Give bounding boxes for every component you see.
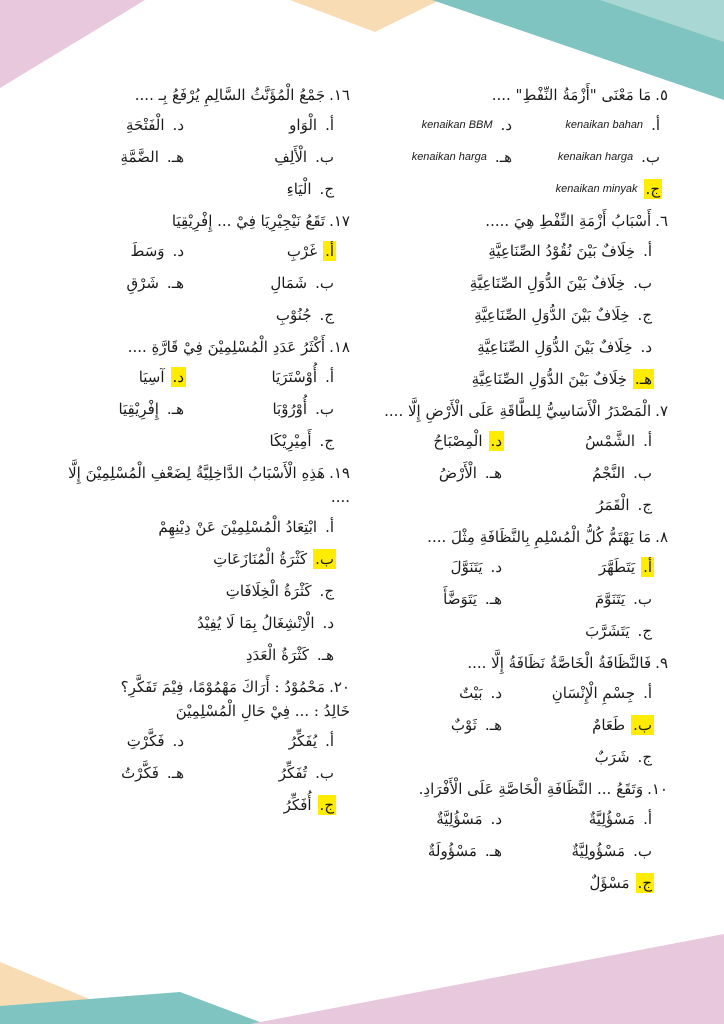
- option-text: الْأَرْضُ: [438, 464, 477, 482]
- option-letter: أ.: [325, 116, 334, 134]
- answer-option[interactable]: [36, 399, 186, 419]
- highlighted-answer-letter: هـ.: [634, 370, 652, 388]
- option-text: غَرْبِ: [286, 242, 318, 260]
- option-row: [338, 746, 668, 768]
- option-row: [32, 612, 350, 634]
- option-text: أَمِيْرِيْكَا: [269, 432, 312, 450]
- highlighted-answer-letter: د.: [172, 368, 184, 386]
- answer-option[interactable]: [354, 463, 504, 483]
- question-stem: فَالنَّظَافَةُ الْخَاصَّةُ نَظَافَةُ إِلَّا ....: [467, 654, 652, 672]
- option-row: [32, 730, 350, 752]
- answer-option[interactable]: [470, 273, 668, 293]
- option-text: طَعَامٌ: [592, 716, 626, 734]
- option-letter: ج.: [319, 180, 334, 198]
- question-text: [32, 84, 350, 106]
- answer-option[interactable]: [364, 147, 514, 167]
- answer-option[interactable]: [354, 841, 504, 861]
- option-row: [338, 682, 668, 704]
- answer-option[interactable]: [477, 337, 668, 357]
- option-letter: أ.: [643, 684, 652, 702]
- option-letter: هـ.: [484, 590, 502, 608]
- option-letter: ج.: [637, 306, 652, 324]
- question-number: ١٨.: [329, 338, 350, 356]
- question-stem: أَسْبَابُ أَزْمَةِ النِّفْطِ هِيَ .....: [485, 212, 652, 230]
- option-text: جِسْمِ الْإِنْسَانِ: [551, 684, 636, 702]
- answer-option[interactable]: [354, 715, 504, 735]
- question-block: [338, 778, 668, 894]
- question-continuation: خَالِدُ : ... فِيْ حَالِ الْمُسْلِمِيْنَ: [175, 702, 350, 720]
- answer-option[interactable]: [504, 589, 668, 609]
- option-row: [338, 146, 668, 168]
- highlighted-answer-letter: ب.: [315, 550, 334, 568]
- option-row: [338, 462, 668, 484]
- option-text: kenaikan harga: [557, 151, 634, 163]
- answer-option[interactable]: [36, 763, 186, 783]
- option-row: [338, 588, 668, 610]
- option-letter: د.: [640, 338, 652, 356]
- question-text: [32, 336, 350, 358]
- highlighted-answer-letter: أ.: [325, 242, 334, 260]
- option-letter: ب.: [633, 590, 652, 608]
- answer-option[interactable]: [226, 581, 350, 601]
- option-row: [32, 762, 350, 784]
- option-row: [338, 620, 668, 642]
- option-letter: أ.: [325, 518, 334, 536]
- option-letter: أ.: [325, 732, 334, 750]
- option-text: خِلَافٌ بَيْنَ الدُّوَلِ الصِّنَاعِيَّةِ: [469, 274, 626, 292]
- question-stem: هَذِهِ الْأَسْبَابُ الدَّاخِلِيَّةُ لِضَعْفِ الْمُسْلِمِيْنَ إِلَّا: [68, 464, 326, 482]
- option-row: [32, 430, 350, 452]
- option-letter: ب.: [315, 400, 334, 418]
- option-text: خِلَافٌ بَيْنَ الدُّوَلِ الصِّنَاعِيَّةِ: [471, 370, 627, 388]
- question-stem: جَمْعُ الْمُؤَنَّثُ السَّالِمِ يُرْفَعُ بِـ ....: [134, 86, 326, 104]
- question-stem: وَتَقَعُ ... النَّظَافَةِ الْخَاصَّةِ عَلَى الْأَفْرَادِ.: [418, 780, 644, 798]
- answer-option[interactable]: [246, 645, 350, 665]
- answer-option[interactable]: [472, 369, 668, 389]
- option-row: [338, 714, 668, 736]
- option-text: إِفْرِيْقِيَا: [118, 400, 159, 418]
- option-text: أُوْرُوْبَا: [272, 400, 308, 418]
- option-row: [32, 516, 350, 538]
- question-stem: مَا يَهْتَمُّ كُلُّ الْمُسْلِمِ بِالنَّظَافَةِ مِثْلَ ....: [427, 528, 652, 546]
- answer-option[interactable]: [504, 431, 668, 451]
- answer-option[interactable]: [186, 795, 350, 815]
- option-letter: ب.: [633, 464, 652, 482]
- option-letter: هـ.: [166, 148, 184, 166]
- answer-option[interactable]: [354, 557, 504, 577]
- option-text: بَيْتٌ: [459, 684, 483, 702]
- question-text: [338, 210, 668, 232]
- option-text: كَثْرَةُ الْمُنَازَعَاتِ: [213, 550, 308, 568]
- answer-option[interactable]: [36, 241, 186, 261]
- question-number: ٦.: [655, 212, 668, 230]
- question-stem: الْمَصْدَرُ الْأَسَاسِيُّ لِلطَّاقَةِ عَلَى الْأَرْضِ إِلَّا ....: [384, 402, 652, 420]
- option-text: أُوْسْتَرَيَا: [271, 368, 318, 386]
- option-letter: هـ.: [484, 716, 502, 734]
- question-block: [338, 400, 668, 516]
- question-number: ٧.: [655, 402, 668, 420]
- option-text: الضَّمَّةِ: [120, 148, 159, 166]
- option-text: خِلَافٌ بَيْنَ الدُّوَلِ الصِّنَاعِيَّةِ: [477, 338, 633, 356]
- highlighted-answer-letter: ج.: [319, 796, 334, 814]
- option-letter: ج.: [319, 582, 334, 600]
- highlighted-answer-letter: ب.: [633, 716, 652, 734]
- option-letter: د.: [172, 242, 184, 260]
- option-letter: ج.: [319, 432, 334, 450]
- option-letter: د.: [500, 116, 512, 134]
- answer-option[interactable]: [504, 495, 668, 515]
- answer-option[interactable]: [354, 431, 504, 451]
- answer-option[interactable]: [186, 431, 350, 451]
- answer-option[interactable]: [504, 557, 668, 577]
- option-letter: هـ.: [484, 842, 502, 860]
- option-text: وَسَطَ: [130, 242, 165, 260]
- option-text: الْيَاءِ: [286, 180, 312, 198]
- answer-option[interactable]: [186, 147, 350, 167]
- option-row: [32, 366, 350, 388]
- question-number: ٥.: [655, 86, 668, 104]
- answer-option[interactable]: [504, 683, 668, 703]
- highlighted-answer-letter: د.: [490, 432, 502, 450]
- answer-option[interactable]: [186, 305, 350, 325]
- answer-option[interactable]: [474, 305, 668, 325]
- option-row: [32, 398, 350, 420]
- answer-option[interactable]: [186, 241, 350, 261]
- option-row: [338, 114, 668, 136]
- option-row: [32, 548, 350, 570]
- answer-option[interactable]: [504, 873, 668, 893]
- question-stem: أَكْثَرُ عَدَدِ الْمُسْلِمِيْنَ فِيْ قَارَّةِ ....: [127, 338, 326, 356]
- answer-option[interactable]: [36, 147, 186, 167]
- answer-option[interactable]: [186, 399, 350, 419]
- option-row: [338, 556, 668, 578]
- option-letter: د.: [172, 732, 184, 750]
- option-row: [338, 178, 668, 200]
- option-text: شَمَالِ: [270, 274, 308, 292]
- option-row: [338, 304, 668, 326]
- question-number: ٩.: [655, 654, 668, 672]
- option-letter: ب.: [633, 842, 652, 860]
- option-letter: هـ.: [316, 646, 334, 664]
- right-question-column: [338, 84, 668, 904]
- question-number: ٨.: [655, 528, 668, 546]
- option-text: مَسْؤُولَةٌ: [427, 842, 477, 860]
- answer-option[interactable]: [186, 115, 350, 135]
- option-letter: ج.: [637, 622, 652, 640]
- answer-option[interactable]: [213, 549, 350, 569]
- question-continuation: ....: [330, 488, 350, 506]
- option-text: يَتَنَوَّلَ: [450, 558, 483, 576]
- answer-option[interactable]: [504, 747, 668, 767]
- option-letter: ج.: [637, 748, 652, 766]
- answer-option[interactable]: [158, 517, 350, 537]
- answer-option[interactable]: [354, 683, 504, 703]
- option-letter: د.: [490, 810, 502, 828]
- option-row: [32, 114, 350, 136]
- option-text: الشَّمْسُ: [585, 432, 636, 450]
- option-text: يَتَنَوَّمَ: [594, 590, 626, 608]
- highlighted-answer-letter: ج.: [637, 874, 652, 892]
- option-text: يَتَشَرَّبَ: [585, 622, 630, 640]
- option-letter: أ.: [325, 368, 334, 386]
- option-row: [338, 494, 668, 516]
- option-text: kenaikan minyak: [555, 183, 638, 195]
- question-stem: مَا مَعْنَى "أَزْمَةُ النِّفْطِ" ....: [491, 86, 652, 104]
- highlighted-answer-letter: أ.: [643, 558, 652, 576]
- answer-option[interactable]: [364, 115, 514, 135]
- option-text: الْفَتْحَةِ: [125, 116, 165, 134]
- option-text: النَّجْمُ: [592, 464, 626, 482]
- question-number: ١٦.: [329, 86, 350, 104]
- question-text: [338, 400, 668, 422]
- answer-option[interactable]: [514, 115, 668, 135]
- option-text: يُفَكِّرُ: [288, 732, 318, 750]
- answer-option[interactable]: [504, 463, 668, 483]
- question-block: [32, 336, 350, 452]
- answer-option[interactable]: [186, 367, 350, 387]
- option-text: خِلَافٌ بَيْنَ الدُّوَلِ الصِّنَاعِيَّةِ: [474, 306, 630, 324]
- option-letter: د.: [172, 116, 184, 134]
- option-letter: ب.: [315, 764, 334, 782]
- question-block: [338, 84, 668, 200]
- option-letter: ب.: [641, 148, 660, 166]
- option-row: [338, 336, 668, 358]
- question-number: ١٠.: [647, 780, 668, 798]
- question-number: ١٧.: [329, 212, 350, 230]
- option-text: الْمِصْبَاحُ: [433, 432, 483, 450]
- option-letter: هـ.: [166, 274, 184, 292]
- answer-option[interactable]: [36, 367, 186, 387]
- option-text: فَكَّرْتُ: [121, 764, 159, 782]
- option-row: [32, 146, 350, 168]
- option-text: مَسْؤُولِيَّةٌ: [571, 842, 626, 860]
- option-letter: أ.: [643, 432, 652, 450]
- question-block: [338, 652, 668, 768]
- answer-option[interactable]: [504, 715, 668, 735]
- option-letter: أ.: [643, 242, 652, 260]
- option-text: فَكَّرْتِ: [126, 732, 165, 750]
- answer-option[interactable]: [36, 273, 186, 293]
- question-stem: تَقَعُ نَيْجِيْرِيَا فِيْ ... إِفْرِيْقِيَا: [171, 212, 326, 230]
- option-text: مَسْؤُلِيَّةٌ: [436, 810, 483, 828]
- option-letter: هـ.: [484, 464, 502, 482]
- option-text: ابْتِعَادُ الْمُسْلِمِيْنَ عَنْ دِيْنِهِمْ: [158, 518, 318, 536]
- answer-option[interactable]: [488, 241, 668, 261]
- option-letter: د.: [490, 684, 502, 702]
- option-letter: ج.: [319, 306, 334, 324]
- left-question-column: [32, 84, 350, 826]
- option-letter: هـ.: [494, 148, 512, 166]
- question-text: [32, 210, 350, 232]
- option-row: [338, 368, 668, 390]
- option-letter: ب.: [315, 274, 334, 292]
- question-block: [338, 210, 668, 390]
- option-text: شَرْقِ: [126, 274, 159, 292]
- option-text: تُفَكِّرُ: [278, 764, 308, 782]
- answer-option[interactable]: [186, 179, 350, 199]
- option-letter: ج.: [637, 496, 652, 514]
- option-text: كَثْرَةُ الْخِلَافَاتِ: [225, 582, 312, 600]
- answer-option[interactable]: [504, 841, 668, 861]
- option-text: ثَوْبٌ: [450, 716, 477, 734]
- answer-option[interactable]: [514, 147, 668, 167]
- option-letter: ب.: [315, 148, 334, 166]
- answer-option[interactable]: [354, 589, 504, 609]
- option-text: kenaikan harga: [411, 151, 487, 163]
- option-text: الْاِنْشِغَالُ بِمَا لَا يُفِيْدُ: [197, 614, 315, 632]
- answer-option[interactable]: [197, 613, 350, 633]
- answer-option[interactable]: [354, 809, 504, 829]
- option-letter: أ.: [643, 810, 652, 828]
- answer-option[interactable]: [186, 731, 350, 751]
- question-number: ٢٠.: [329, 678, 350, 696]
- answer-option[interactable]: [504, 809, 668, 829]
- option-row: [338, 808, 668, 830]
- option-text: مَسْؤُلِيَّةٌ: [588, 810, 636, 828]
- option-text: خِلَافٌ بَيْنَ نُقُوْدُ الصِّنَاعِيَّةِ: [488, 242, 636, 260]
- option-row: [338, 872, 668, 894]
- option-row: [338, 840, 668, 862]
- question-text: [338, 526, 668, 548]
- question-block: [32, 676, 350, 816]
- option-letter: هـ.: [166, 764, 184, 782]
- answer-option[interactable]: [36, 731, 186, 751]
- option-text: جُنُوْبِ: [275, 306, 312, 324]
- highlighted-answer-letter: ج.: [645, 180, 660, 198]
- question-stem: مَحْمُوْدُ : أَرَاكَ مَهْمُوْمًا، فِيْمَ تَفَكَّرِ؟: [120, 678, 326, 696]
- option-text: أُفَكِّرُ: [283, 796, 312, 814]
- question-text: [338, 652, 668, 674]
- question-text: [338, 84, 668, 106]
- answer-option[interactable]: [186, 763, 350, 783]
- option-row: [32, 644, 350, 666]
- question-block: [338, 526, 668, 642]
- option-row: [32, 272, 350, 294]
- question-block: [32, 210, 350, 326]
- option-text: يَتَوَضَّأَ: [443, 590, 477, 608]
- option-row: [32, 580, 350, 602]
- question-text: [338, 778, 668, 800]
- option-text: الْأَلِفِ: [274, 148, 308, 166]
- question-number: ١٩.: [329, 464, 350, 482]
- option-text: مَسْؤَلٌ: [589, 874, 630, 892]
- option-letter: ب.: [633, 274, 652, 292]
- option-text: آسِيَا: [138, 368, 165, 386]
- option-row: [338, 240, 668, 262]
- answer-option[interactable]: [186, 273, 350, 293]
- option-row: [32, 240, 350, 262]
- option-letter: د.: [322, 614, 334, 632]
- option-row: [32, 304, 350, 326]
- option-text: يَتَطَهَّرَ: [598, 558, 636, 576]
- question-text: [32, 676, 350, 698]
- answer-option[interactable]: [36, 115, 186, 135]
- option-row: [32, 178, 350, 200]
- option-row: [32, 794, 350, 816]
- option-row: [338, 430, 668, 452]
- answer-option[interactable]: [514, 179, 668, 199]
- question-block: [32, 462, 350, 666]
- option-text: kenaikan BBM: [421, 119, 493, 131]
- option-text: كَثْرَةُ الْعَدَدِ: [245, 646, 309, 664]
- question-text: [32, 462, 350, 484]
- option-row: [338, 272, 668, 294]
- option-letter: هـ.: [166, 400, 184, 418]
- option-letter: أ.: [651, 116, 660, 134]
- option-text: الْوَاو: [289, 116, 318, 134]
- question-block: [32, 84, 350, 200]
- option-text: شَرَبٌ: [594, 748, 630, 766]
- option-letter: د.: [490, 558, 502, 576]
- answer-option[interactable]: [504, 621, 668, 641]
- option-text: الْقَمَرُ: [596, 496, 630, 514]
- option-text: kenaikan bahan: [565, 119, 644, 131]
